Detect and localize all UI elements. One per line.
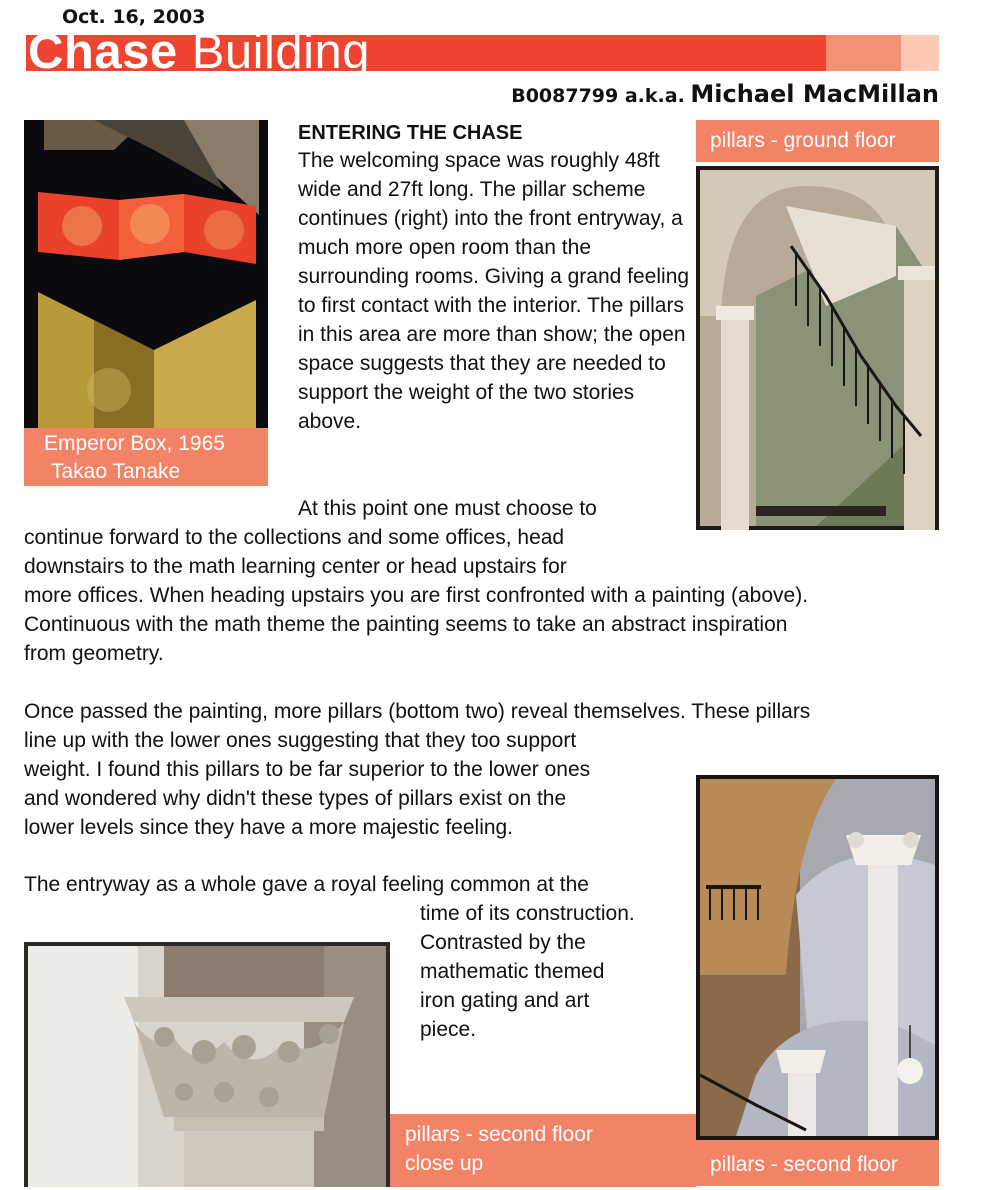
paragraph-entering: The welcoming space was roughly 48ft wide and 27ft long. The pillar scheme continues (right) into the front entryway, a much more open room than the surrounding rooms. Giving a grand feeling to first contact with the interior. The pillars in this area are more than show; the open space suggests that they are needed to support the weight of the two stories above. (298, 149, 690, 433)
author-name: Michael MacMillan (690, 80, 939, 108)
closeup-caption-line1: pillars - second floor (405, 1123, 593, 1146)
text-line: iron gating and art (420, 989, 590, 1012)
student-id: B0087799 a.k.a. (511, 85, 685, 107)
text-line: more offices. When heading upstairs you are first confronted with a painting (above). (24, 584, 809, 607)
text-line: piece. (420, 1018, 477, 1041)
text-line: Continuous with the math theme the painting seems to take an abstract inspiration (24, 613, 788, 636)
text-line: downstairs to the math learning center or head upstairs for (24, 555, 567, 578)
text-line: The entryway as a whole gave a royal feeling common at the (24, 873, 589, 896)
text-line: Contrasted by the (420, 931, 586, 954)
text-line: line up with the lower ones suggesting that they too support (24, 729, 577, 752)
closeup-caption (390, 1114, 696, 1187)
author-line (511, 80, 939, 108)
page-title-bold: Chase (28, 25, 178, 79)
painting-caption (24, 428, 268, 486)
text-line: continue forward to the collections and some offices, head (24, 526, 565, 549)
second-pillars-caption: pillars - second floor (696, 1140, 939, 1186)
painting-caption-title: Emperor Box, 1965 (44, 432, 225, 455)
page-title-regular: Building (177, 25, 371, 79)
painting-caption-artist: Takao Tanake (51, 460, 181, 483)
text-line: time of its construction. (420, 902, 635, 925)
closeup-caption-line2: close up (405, 1152, 484, 1175)
article-heading: ENTERING THE CHASE (298, 122, 523, 144)
text-line: At this point one must choose to (298, 497, 597, 520)
text-line: mathematic themed (420, 960, 605, 983)
title-banner-accent-light (901, 35, 939, 71)
text-line: lower levels since they have a more majestic feeling. (24, 816, 514, 839)
painting-photo (24, 120, 268, 428)
text-line: weight. I found this pillars to be far superior to the lower ones (24, 758, 591, 781)
ground-pillars-caption: pillars - ground floor (696, 120, 939, 162)
text-line: from geometry. (24, 642, 164, 665)
text-line: and wondered why didn't these types of pillars exist on the (24, 787, 567, 810)
ground-pillars-photo (696, 166, 939, 530)
date: Oct. 16, 2003 (62, 6, 206, 28)
title-banner-accent (826, 35, 901, 71)
capital-closeup-photo (24, 942, 390, 1187)
text-line: Once passed the painting, more pillars (bottom two) reveal themselves. These pillars (24, 700, 811, 723)
page-title (28, 27, 370, 77)
second-pillars-photo (696, 775, 939, 1140)
